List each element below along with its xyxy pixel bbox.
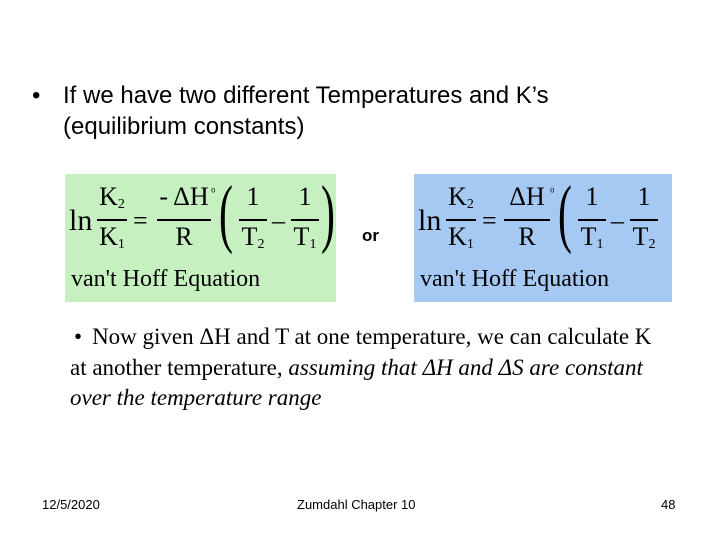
equation-label: van't Hoff Equation [420,266,610,292]
bullet-text: Now given ΔH and T at one temperature, we can calculate K at another temperature, [70,324,652,380]
ln-symbol: ln [418,204,442,237]
vant-hoff-equation-green: ln $K_2$ $K_1$ = - ΔH R ⁰ ( 1 $T_2$ – 1 $T_1$ ) van't Hoff Equation [65,174,336,302]
footer-source: Zumdahl Chapter 10 [297,497,416,512]
bullet-italic-text: assuming that ΔH and ΔS are constant over the temperature range [70,354,643,410]
equals-sign: = [482,206,497,235]
equals-sign: = [133,206,148,235]
bullet-marker: • [32,82,41,109]
vant-hoff-equation-blue: ln $K_2$ $K_1$ = ΔH R ⁰ ( 1 $T_1$ – 1 $T_2$ van't Hoff Equation [414,174,672,302]
or-label: or [362,226,379,245]
bullet-point-1 [32,80,672,142]
degree-symbol: ⁰ [211,187,216,199]
page-number: 48 [661,497,676,512]
right-paren: ) [321,171,335,255]
minus-sign: – [272,206,285,235]
ln-symbol: ln [69,204,93,237]
degree-symbol: ⁰ [550,187,555,199]
equation-label: van't Hoff Equation [71,266,261,292]
bullet-point-2 [70,322,660,414]
footer-date: 12/5/2020 [42,497,100,512]
left-paren: ( [219,171,233,255]
bullet-text: If we have two different Temperatures and K’s (equilibrium constants) [63,82,549,140]
minus-sign: – [611,206,624,235]
bullet-marker: • [74,324,83,349]
left-paren: ( [558,171,572,255]
